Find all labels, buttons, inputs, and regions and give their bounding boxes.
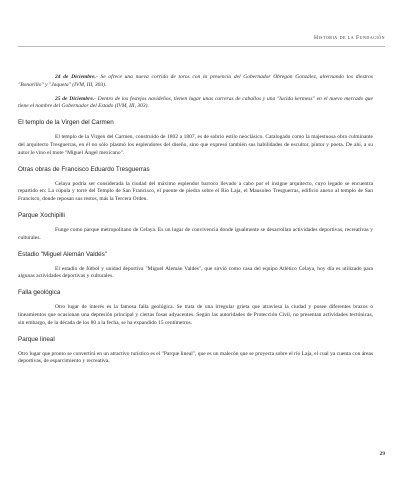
header-rule <box>18 46 385 47</box>
section-paragraph: Funge como parque metropolitano de Celaya. Es un lugar de convivencia donde igualmente se desarrollan actividades deportivas, recreativas y culturales. <box>18 226 373 241</box>
diary-text: - Se ofrece una nueva corrida de toros con la presencia del Gobernador Obregón González, alternando los diestros "Bonarillo" y "Jaqueta" (IVM, III, 303). <box>18 74 373 88</box>
section-heading: El templo de la Virgen del Carmen <box>18 119 114 127</box>
section-heading: Otras obras de Francisco Eduardo Tresguerras <box>18 165 150 173</box>
section-paragraph: Celaya podría ser considerada la ciudad del máximo esplendor barroco llevado a cabo por el insigne arquitecto, cuyo legado se encuentra repartido en: La cúpula y torre del Templo de San Francisco, el puente de piedra sobre el Río Laja, el Mausoleo Tresguerras, edificio anexo al templo de San Francisco, donde reposan sus restos, más la Tercera Orden. <box>18 180 373 203</box>
running-header: Historia de la Fundación <box>313 35 385 41</box>
diary-text: - Dentro de los festejos navideños, tienen lugar unas carreras de caballos y una "lucida kermess" en el nuevo mercado que tiene el nombre del Gobernador del Estado (IVM, III, 303). <box>18 95 373 110</box>
page-content <box>18 74 373 370</box>
section-paragraph: El templo de la Virgen del Carmen, construido de 1802 a 1807, es de sobrio estilo neoclásico. Catalogado como la majestuosa obra culminante del arquitecto Tresguerras, en él no sólo plasmó los esplendores del diseño, sino que expresó también sus habilidades de escultor, pintor y poeta. De ahí, a su autor le vino el mote "Miguel Ángel mexicano". <box>18 134 373 156</box>
section-heading: Parque Xochipilli <box>18 211 65 219</box>
section-paragraph: Otro lugar de interés es la famosa falla geológica. Se trata de una irregular grieta que atraviesa la ciudad y posee diferentes brazos o lineamientos que ocasionan una depresión principal y ciertas fosas adyacentes. Según las autoridades de Protección Civil, no presentan actividades tectónicas, sin embargo, de la década de los 80 a la fecha, se ha expandido 15 centímetros. <box>18 304 373 326</box>
section-heading: Estadio "Miguel Alemán Valdés" <box>18 250 108 258</box>
section-paragraph: El estadio de fútbol y unidad deportiva "Miguel Alemán Valdés", que sirvió como casa del equipo Atlético Celaya, hoy día es utilizado para algunas actividades deportivas y culturales. <box>18 265 373 280</box>
section-heading: Parque lineal <box>18 335 55 343</box>
diary-entry <box>18 74 373 90</box>
diary-date: 25 de Diciembre. <box>55 95 95 102</box>
page-number: 29 <box>379 451 385 457</box>
section-paragraph: Otro lugar que pronto se convertirá en un atractivo turístico es el "Parque lineal", que es un malecón que se proyecta sobre el río Laja, el cual ya cuenta con áreas deportivas, de esparcimiento y recreativa. <box>18 350 373 365</box>
diary-entry <box>18 96 373 112</box>
diary-date: 24 de Diciembre. <box>55 74 96 80</box>
section-heading: Falla geológica <box>18 289 61 297</box>
